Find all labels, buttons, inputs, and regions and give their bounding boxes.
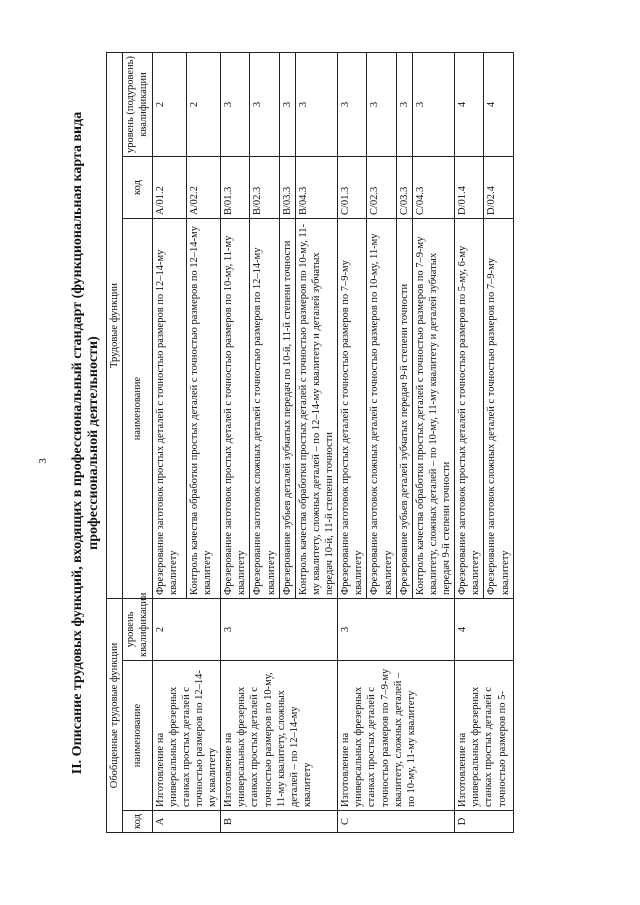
function-code: C/01.3 bbox=[338, 157, 367, 219]
function-name: Фрезерование заготовок сложных деталей с точностью размеров по 12–14-му квалитету bbox=[250, 219, 279, 599]
header-level: уровень квалификации bbox=[123, 599, 152, 661]
function-level: 4 bbox=[455, 52, 484, 156]
group-name: Изготовление на универсальных фрезерных станках простых деталей с точностью размеров по 5- bbox=[455, 661, 514, 811]
function-name: Фрезерование заготовок простых деталей с точностью размеров по 7–9-му квалитету bbox=[338, 219, 367, 599]
function-level: 3 bbox=[396, 52, 412, 156]
rotated-sheet bbox=[70, 53, 630, 833]
header-row-1 bbox=[107, 52, 123, 832]
function-name: Контроль качества обработки простых деталей с точностью размеров по 10-му, 11-му квалитету, сложных деталей – по 12–14-му квалитету и деталей зубчатых передач 10-й, 11-й степени точности bbox=[295, 219, 337, 599]
header-row-2 bbox=[123, 52, 152, 832]
function-level: 3 bbox=[279, 52, 295, 156]
function-name: Фрезерование заготовок сложных деталей с точностью размеров по 10-му, 11-му квалитету bbox=[367, 219, 396, 599]
group-code: C bbox=[338, 811, 455, 833]
header-function-level: уровень (подуровень) квалификации bbox=[123, 52, 152, 156]
function-name: Контроль качества обработки простых деталей с точностью размеров по 12–14-му квалитету bbox=[186, 219, 220, 599]
page-title bbox=[70, 93, 102, 793]
function-level: 3 bbox=[367, 52, 396, 156]
header-code: код bbox=[123, 811, 152, 833]
group-level: 3 bbox=[338, 599, 455, 661]
function-code: D/01.4 bbox=[455, 157, 484, 219]
function-level: 3 bbox=[221, 52, 250, 156]
function-name: Фрезерование заготовок простых деталей с точностью размеров по 12–14-му квалитету bbox=[152, 219, 186, 599]
header-name: наименование bbox=[123, 661, 152, 811]
function-code: B/01.3 bbox=[221, 157, 250, 219]
function-code: C/02.3 bbox=[367, 157, 396, 219]
title-line-1: II. Описание трудовых функций, входящих в профессиональный стандарт (функциональная карта вида bbox=[70, 111, 85, 775]
page-number: 3 bbox=[36, 458, 49, 464]
header-generalized: Обобщенные трудовые функции bbox=[107, 599, 123, 833]
function-code: A/01.2 bbox=[152, 157, 186, 219]
group-level: 4 bbox=[455, 599, 514, 661]
group-name: Изготовление на универсальных фрезерных станках простых деталей с точностью размеров по 7–9-му квалитету, сложных деталей – по 10-му, 11-му квалитету bbox=[338, 661, 455, 811]
function-name: Фрезерование зубьев деталей зубчатых передач 9-й степени точности bbox=[396, 219, 412, 599]
table-row bbox=[455, 52, 484, 832]
group-name: Изготовление на универсальных фрезерных станках простых деталей с точностью размеров по 12–14-му квалитету bbox=[152, 661, 221, 811]
title-line-2: профессиональной деятельности) bbox=[86, 336, 102, 550]
function-code: B/02.3 bbox=[250, 157, 279, 219]
function-level: 4 bbox=[484, 52, 513, 156]
table-row bbox=[338, 52, 367, 832]
group-code: A bbox=[152, 811, 221, 833]
function-code: B/04.3 bbox=[295, 157, 337, 219]
function-code: D/02.4 bbox=[484, 157, 513, 219]
table-row bbox=[221, 52, 250, 832]
function-level: 3 bbox=[338, 52, 367, 156]
group-code: D bbox=[455, 811, 514, 833]
function-name: Фрезерование заготовок сложных деталей с точностью размеров по 7–9-му квалитету bbox=[484, 219, 513, 599]
function-name: Фрезерование заготовок простых деталей с точностью размеров по 5-му, 6-му квалитету bbox=[455, 219, 484, 599]
group-level: 2 bbox=[152, 599, 221, 661]
function-name: Фрезерование зубьев деталей зубчатых передач по 10-й, 11-й степени точности bbox=[279, 219, 295, 599]
function-code: C/03.3 bbox=[396, 157, 412, 219]
function-level: 2 bbox=[152, 52, 186, 156]
group-code: B bbox=[221, 811, 338, 833]
header-function-name: наименование bbox=[123, 219, 152, 599]
function-code: B/03.3 bbox=[279, 157, 295, 219]
function-level: 3 bbox=[295, 52, 337, 156]
function-level: 2 bbox=[186, 52, 220, 156]
functional-map-table bbox=[106, 52, 514, 833]
group-level: 3 bbox=[221, 599, 338, 661]
function-name: Контроль качества обработки простых деталей с точностью размеров по 7–9-му квалитету, сложных деталей – по 10-му, 11-му квалитету и деталей зубчатых передач 9-й степени точности bbox=[412, 219, 454, 599]
function-level: 3 bbox=[250, 52, 279, 156]
header-labor: Трудовые функции bbox=[107, 52, 123, 598]
header-function-code: код bbox=[123, 157, 152, 219]
function-code: C/04.3 bbox=[412, 157, 454, 219]
function-code: A/02.2 bbox=[186, 157, 220, 219]
table-row bbox=[152, 52, 186, 832]
function-level: 3 bbox=[412, 52, 454, 156]
group-name: Изготовление на универсальных фрезерных станках простых деталей с точностью размеров по 10-му, 11-му квалитету, сложных деталей – по 12–14-му квалитету bbox=[221, 661, 338, 811]
function-name: Фрезерование заготовок простых деталей с точностью размеров по 10-му, 11-му квалитету bbox=[221, 219, 250, 599]
